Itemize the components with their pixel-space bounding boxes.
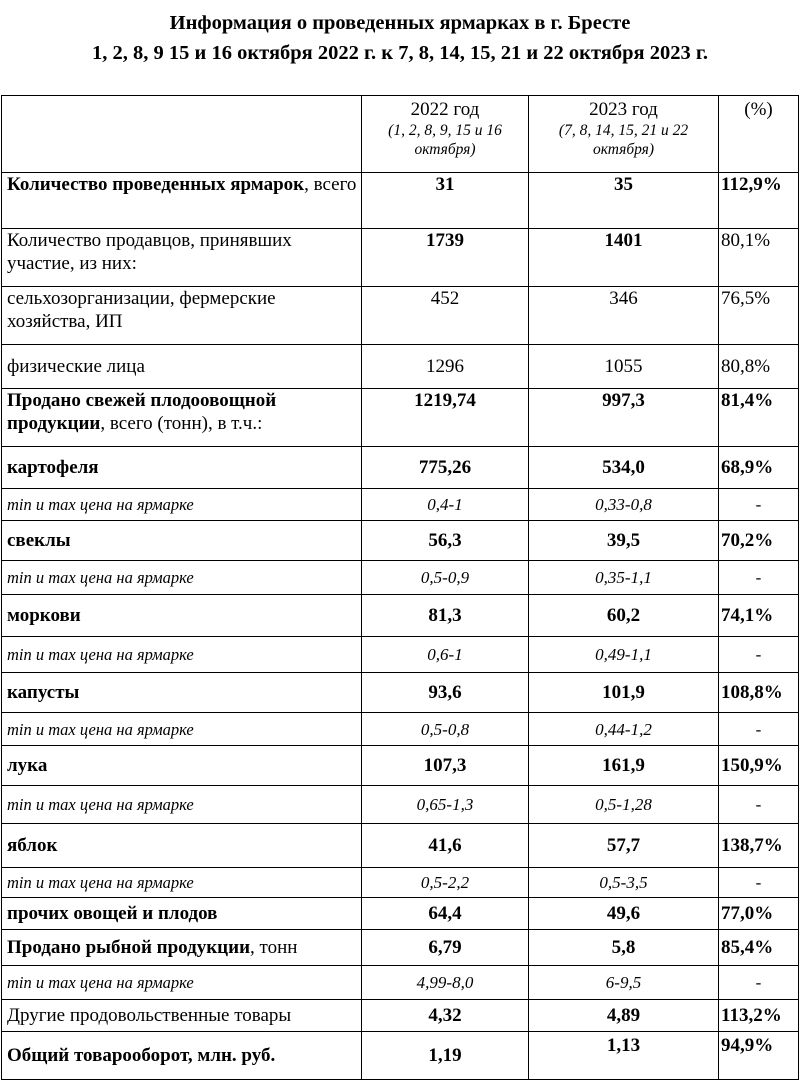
fairs-table [1, 95, 799, 1080]
row-label [2, 173, 362, 229]
row-label: прочих овощей и плодов [2, 898, 362, 930]
row-label-bold: Продано свежей плодоовощной продукции [7, 390, 277, 434]
row-percent: 77,0% [719, 898, 799, 930]
row-value-2022: 0,65-1,3 [362, 786, 529, 824]
table-row [2, 521, 799, 561]
row-percent: - [719, 868, 799, 898]
row-percent: - [719, 713, 799, 746]
row-label: min и max цена на ярмарке [2, 637, 362, 673]
row-label: min и max цена на ярмарке [2, 966, 362, 1000]
row-value-2023: 6-9,5 [529, 966, 719, 1000]
row-value-2022: 6,79 [362, 930, 529, 966]
row-value-2022: 56,3 [362, 521, 529, 561]
row-value-2022: 1,19 [362, 1032, 529, 1080]
row-percent: 112,9% [719, 173, 799, 229]
table-row [2, 868, 799, 898]
row-percent: - [719, 561, 799, 595]
header-2022 [362, 96, 529, 173]
row-value-2022: 107,3 [362, 746, 529, 786]
header-empty-cell [2, 96, 362, 173]
table-row [2, 229, 799, 287]
row-value-2022: 1219,74 [362, 389, 529, 447]
row-value-2022: 0,4-1 [362, 489, 529, 521]
row-label-bold: Продано рыбной продукции [7, 937, 251, 958]
row-label-bold: Количество проведенных ярмарок [7, 174, 305, 195]
row-value-2022: 1296 [362, 345, 529, 389]
row-percent: - [719, 489, 799, 521]
table-row [2, 966, 799, 1000]
row-percent: 113,2% [719, 1000, 799, 1032]
row-value-2022: 452 [362, 287, 529, 345]
row-percent: 74,1% [719, 595, 799, 637]
row-label-suffix: , всего [304, 174, 357, 195]
row-value-2023: 5,8 [529, 930, 719, 966]
row-value-2022: 0,5-2,2 [362, 868, 529, 898]
row-label: Количество продавцов, принявших участие, из них: [2, 229, 362, 287]
row-label: сельхозорганизации, фермерские хозяйства, ИП [2, 287, 362, 345]
row-value-2022: 93,6 [362, 673, 529, 713]
row-label: лука [2, 746, 362, 786]
table-row [2, 1000, 799, 1032]
row-label: Общий товарооборот, млн. руб. [2, 1032, 362, 1080]
table-row [2, 1032, 799, 1080]
table-row [2, 673, 799, 713]
row-value-2022: 64,4 [362, 898, 529, 930]
table-row [2, 345, 799, 389]
table-row [2, 173, 799, 229]
row-value-2022: 775,26 [362, 447, 529, 489]
row-label: min и max цена на ярмарке [2, 713, 362, 746]
row-value-2023: 4,89 [529, 1000, 719, 1032]
table-row [2, 713, 799, 746]
row-percent: - [719, 786, 799, 824]
row-label: min и max цена на ярмарке [2, 489, 362, 521]
row-value-2023: 101,9 [529, 673, 719, 713]
row-value-2023: 60,2 [529, 595, 719, 637]
table-row [2, 746, 799, 786]
row-value-2023: 49,6 [529, 898, 719, 930]
table-row [2, 447, 799, 489]
row-value-2023: 0,33-0,8 [529, 489, 719, 521]
row-percent: 85,4% [719, 930, 799, 966]
title-line-1: Информация о проведенных ярмарках в г. Бресте [169, 12, 631, 34]
table-row [2, 489, 799, 521]
row-percent: 80,1% [719, 229, 799, 287]
header-2022-year: 2022 год [410, 99, 480, 120]
row-value-2023: 35 [529, 173, 719, 229]
row-percent: - [719, 966, 799, 1000]
table-row [2, 898, 799, 930]
table-row [2, 595, 799, 637]
row-value-2023: 0,35-1,1 [529, 561, 719, 595]
row-percent: 138,7% [719, 824, 799, 868]
row-value-2023: 0,5-1,28 [529, 786, 719, 824]
row-value-2022: 81,3 [362, 595, 529, 637]
header-2023-year: 2023 год [589, 99, 658, 120]
document-title [0, 8, 800, 68]
row-label: моркови [2, 595, 362, 637]
header-2023-dates: (7, 8, 14, 15, 21 и 22 октября) [558, 122, 689, 158]
row-label: Другие продовольственные товары [2, 1000, 362, 1032]
row-value-2023: 997,3 [529, 389, 719, 447]
row-label-suffix: , тонн [250, 937, 298, 958]
row-value-2022: 41,6 [362, 824, 529, 868]
row-value-2023: 1401 [529, 229, 719, 287]
table-row [2, 637, 799, 673]
row-label [2, 389, 362, 447]
row-value-2022: 4,32 [362, 1000, 529, 1032]
row-value-2022: 0,6-1 [362, 637, 529, 673]
header-2023 [529, 96, 719, 173]
row-label: min и max цена на ярмарке [2, 561, 362, 595]
row-percent: 68,9% [719, 447, 799, 489]
row-value-2023: 0,5-3,5 [529, 868, 719, 898]
header-2022-dates: (1, 2, 8, 9, 15 и 16 октября) [388, 122, 502, 158]
row-value-2022: 1739 [362, 229, 529, 287]
row-percent: - [719, 637, 799, 673]
row-percent: 70,2% [719, 521, 799, 561]
row-percent: 81,4% [719, 389, 799, 447]
table-row [2, 561, 799, 595]
row-value-2023: 161,9 [529, 746, 719, 786]
row-percent: 150,9% [719, 746, 799, 786]
row-percent: 108,8% [719, 673, 799, 713]
row-label: физические лица [2, 345, 362, 389]
row-label [2, 930, 362, 966]
row-value-2022: 0,5-0,9 [362, 561, 529, 595]
row-percent: 80,8% [719, 345, 799, 389]
row-value-2023: 1,13 [529, 1032, 719, 1080]
row-value-2022: 0,5-0,8 [362, 713, 529, 746]
row-value-2023: 0,49-1,1 [529, 637, 719, 673]
table-row [2, 786, 799, 824]
row-value-2023: 39,5 [529, 521, 719, 561]
row-label: min и max цена на ярмарке [2, 786, 362, 824]
row-label: капусты [2, 673, 362, 713]
header-percent: (%) [719, 96, 799, 173]
row-label: картофеля [2, 447, 362, 489]
row-label: свеклы [2, 521, 362, 561]
title-line-2: 1, 2, 8, 9 15 и 16 октября 2022 г. к 7, 8, 14, 15, 21 и 22 октября 2023 г. [92, 42, 708, 64]
table-row [2, 930, 799, 966]
table-row [2, 824, 799, 868]
row-percent: 76,5% [719, 287, 799, 345]
row-value-2023: 346 [529, 287, 719, 345]
row-value-2023: 0,44-1,2 [529, 713, 719, 746]
row-value-2022: 31 [362, 173, 529, 229]
row-value-2022: 4,99-8,0 [362, 966, 529, 1000]
row-percent: 94,9% [719, 1032, 799, 1080]
row-value-2023: 57,7 [529, 824, 719, 868]
row-value-2023: 534,0 [529, 447, 719, 489]
table-header-row [2, 96, 799, 173]
table-row [2, 389, 799, 447]
row-label: min и max цена на ярмарке [2, 868, 362, 898]
table-row [2, 287, 799, 345]
row-value-2023: 1055 [529, 345, 719, 389]
row-label: яблок [2, 824, 362, 868]
row-label-suffix: , всего (тонн), в т.ч.: [100, 413, 263, 434]
